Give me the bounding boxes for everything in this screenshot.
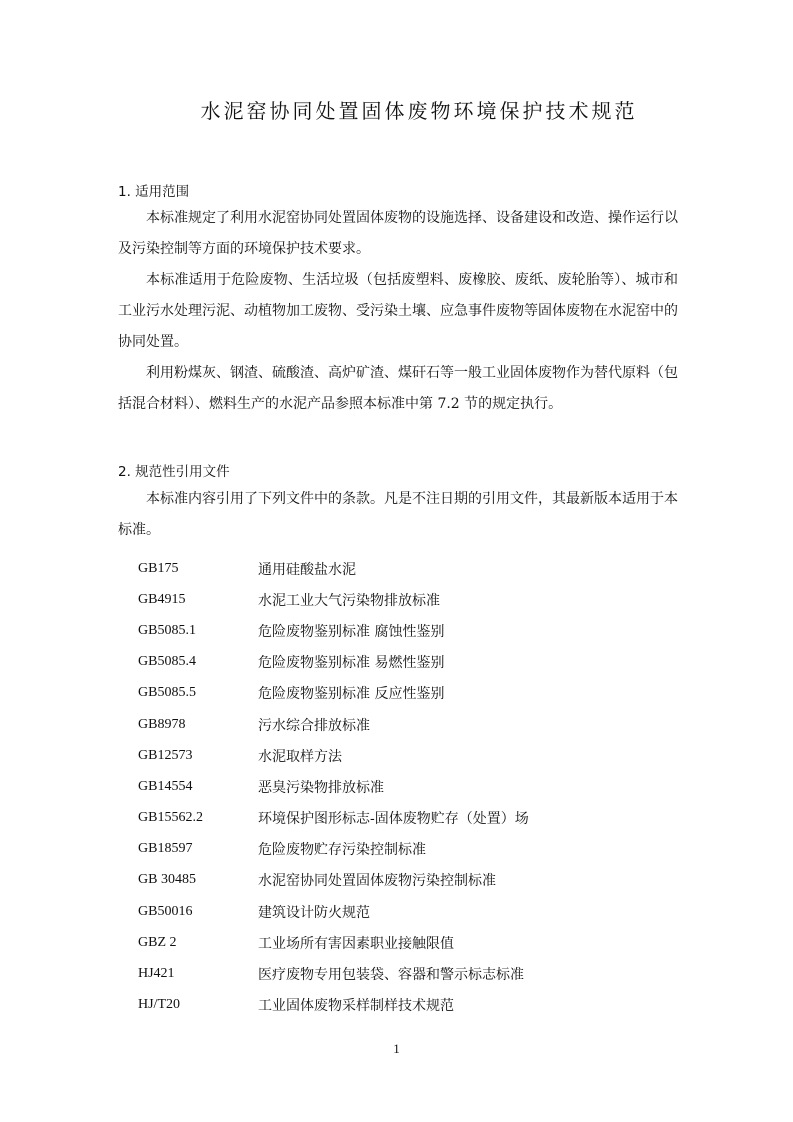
reference-name: 水泥工业大气污染物排放标准 xyxy=(258,592,440,609)
reference-name: 危险废物鉴别标准 腐蚀性鉴别 xyxy=(258,623,445,640)
reference-name: 建筑设计防火规范 xyxy=(258,904,370,921)
reference-row xyxy=(138,803,529,834)
reference-code: GB18597 xyxy=(138,841,193,857)
reference-name: 污水综合排放标准 xyxy=(258,717,370,734)
reference-code: GB 30485 xyxy=(138,872,196,888)
reference-code: GB5085.4 xyxy=(138,654,196,670)
reference-code: GB5085.5 xyxy=(138,685,196,701)
document-title: 水泥窑协同处置固体废物环境保护技术规范 xyxy=(200,99,638,123)
reference-row xyxy=(138,771,529,802)
reference-name: 水泥取样方法 xyxy=(258,748,342,765)
reference-name: 危险废物鉴别标准 易燃性鉴别 xyxy=(258,655,445,672)
reference-code: GB14554 xyxy=(138,778,193,794)
reference-row xyxy=(138,896,529,927)
reference-row xyxy=(138,740,529,771)
reference-code: HJ421 xyxy=(138,966,175,982)
reference-name: 恶臭污染物排放标准 xyxy=(258,779,384,796)
reference-code: GB8978 xyxy=(138,716,186,732)
section-1-paragraph-1: 本标准规定了利用水泥窑协同处置固体废物的设施选择、设备建设和改造、操作运行以及污染控制等方面的环境保护技术要求。 xyxy=(118,210,678,257)
reference-name: 工业场所有害因素职业接触限值 xyxy=(258,935,454,952)
reference-row xyxy=(138,709,529,740)
section-2-intro: 本标准内容引用了下列文件中的条款。凡是不注日期的引用文件，其最新版本适用于本标准。 xyxy=(118,491,678,538)
page-number: 1 xyxy=(393,1041,400,1056)
reference-row xyxy=(138,553,529,584)
section-1-heading: 1. 适用范围 xyxy=(118,184,190,200)
section-2-heading: 2. 规范性引用文件 xyxy=(118,464,230,480)
reference-code: GBZ 2 xyxy=(138,934,177,950)
reference-code: GB5085.1 xyxy=(138,622,196,638)
reference-code: HJ/T20 xyxy=(138,997,180,1013)
reference-row xyxy=(138,958,529,989)
reference-name: 工业固体废物采样制样技术规范 xyxy=(258,998,454,1015)
reference-code: GB15562.2 xyxy=(138,810,203,826)
reference-name: 危险废物鉴别标准 反应性鉴别 xyxy=(258,686,445,703)
reference-row xyxy=(138,834,529,865)
reference-row xyxy=(138,927,529,958)
reference-row xyxy=(138,990,529,1021)
reference-code: GB12573 xyxy=(138,747,193,763)
reference-row xyxy=(138,865,529,896)
reference-code: GB4915 xyxy=(138,591,186,607)
reference-name: 医疗废物专用包装袋、容器和警示标志标准 xyxy=(258,967,524,984)
reference-row xyxy=(138,678,529,709)
reference-row xyxy=(138,615,529,646)
reference-list xyxy=(138,553,529,1021)
reference-name: 通用硅酸盐水泥 xyxy=(258,561,356,578)
reference-code: GB175 xyxy=(138,560,179,576)
section-1-paragraph-3: 利用粉煤灰、钢渣、硫酸渣、高炉矿渣、煤矸石等一般工业固体废物作为替代原料（包括混合材料）、燃料生产的水泥产品参照本标准中第 7.2 节的规定执行。 xyxy=(118,365,678,412)
reference-code: GB50016 xyxy=(138,903,193,919)
reference-name: 环境保护图形标志-固体废物贮存（处置）场 xyxy=(258,811,529,828)
reference-row xyxy=(138,647,529,678)
reference-name: 危险废物贮存污染控制标准 xyxy=(258,842,426,859)
reference-row xyxy=(138,584,529,615)
section-1-paragraph-2: 本标准适用于危险废物、生活垃圾（包括废塑料、废橡胶、废纸、废轮胎等）、城市和工业污水处理污泥、动植物加工废物、受污染土壤、应急事件废物等固体废物在水泥窑中的协同处置。 xyxy=(118,272,678,350)
reference-name: 水泥窑协同处置固体废物污染控制标准 xyxy=(258,873,496,890)
